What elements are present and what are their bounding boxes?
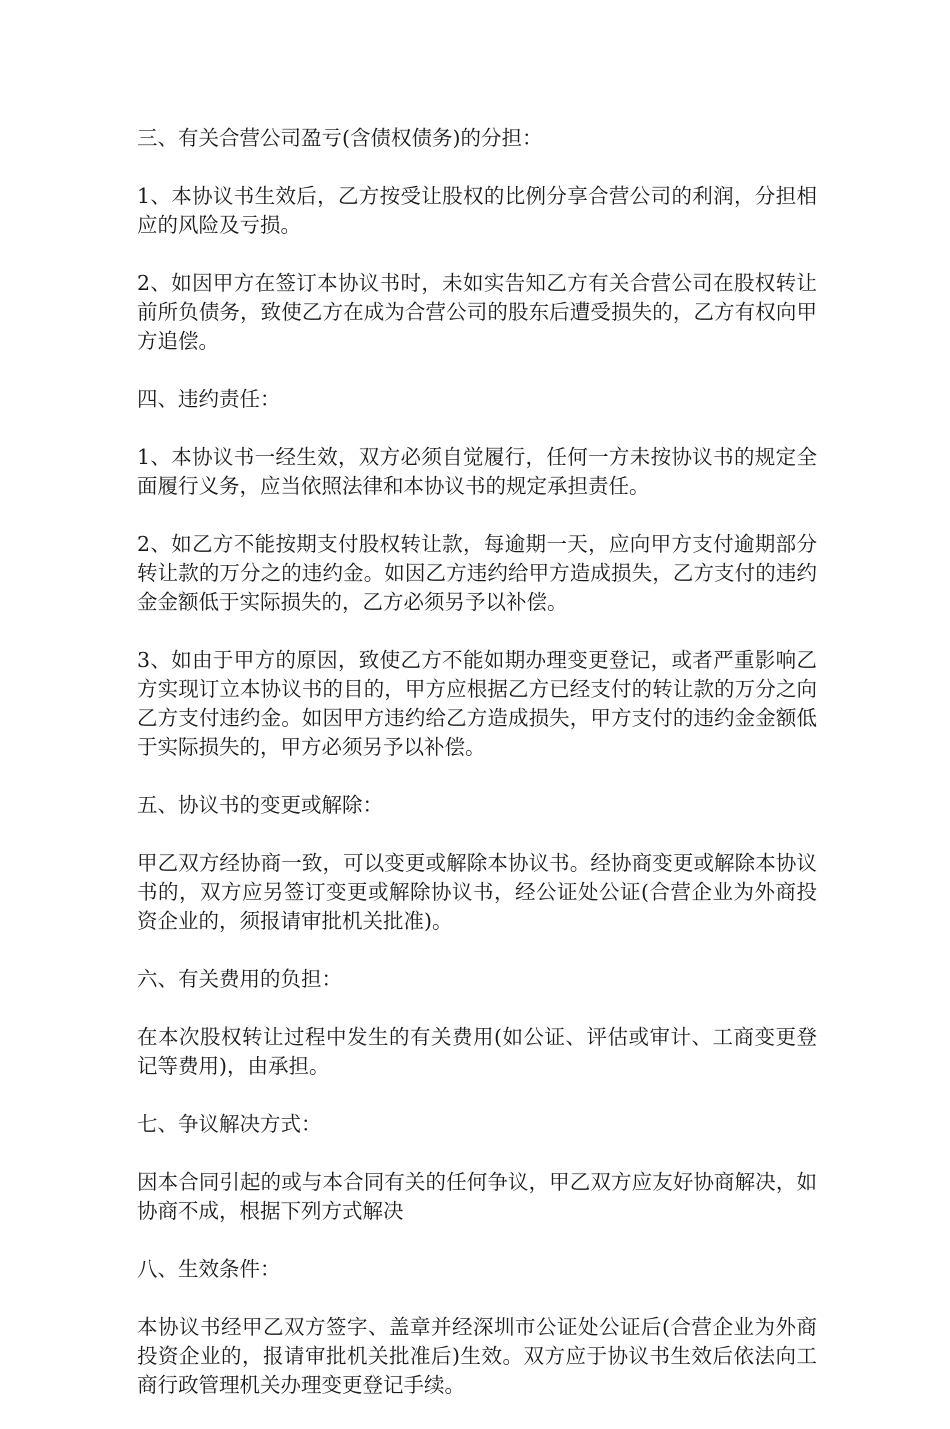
paragraph: 甲乙双方经协商一致，可以变更或解除本协议书。经协商变更或解除本协议书的，双方应另签订变更或解除协议书，经公证处公证(合营企业为外商投资企业的，须报请审批机关批准)。 — [137, 851, 817, 933]
section-heading-profit-loss: 三、有关合营公司盈亏(含债权债务)的分担： — [137, 126, 543, 150]
paragraph: 1、本协议书生效后，乙方按受让股权的比例分享合营公司的利润，分担相应的风险及亏损。 — [137, 184, 817, 237]
section-heading-amendment: 五、协议书的变更或解除： — [137, 793, 383, 817]
paragraph: 在本次股权转让过程中发生的有关费用(如公证、评估或审计、工商变更登记等费用)，由承担。 — [137, 1025, 817, 1078]
section-heading-dispute-resolution: 七、争议解决方式： — [137, 1112, 322, 1136]
section-heading-breach-liability: 四、违约责任： — [137, 387, 281, 411]
paragraph: 2、如乙方不能按期支付股权转让款，每逾期一天，应向甲方支付逾期部分转让款的万分之的违约金。如因乙方违约给甲方造成损失，乙方支付的违约金金额低于实际损失的，乙方必须另予以补偿。 — [137, 532, 817, 614]
paragraph: 因本合同引起的或与本合同有关的任何争议，甲乙双方应友好协商解决，如协商不成，根据下列方式解决 — [137, 1170, 817, 1223]
paragraph: 1、本协议书一经生效，双方必须自觉履行，任何一方未按协议书的规定全面履行义务，应当依照法律和本协议书的规定承担责任。 — [137, 445, 817, 498]
paragraph: 2、如因甲方在签订本协议书时，未如实告知乙方有关合营公司在股权转让前所负债务，致使乙方在成为合营公司的股东后遭受损失的，乙方有权向甲方追偿。 — [137, 271, 817, 353]
section-heading-effective-conditions: 八、生效条件： — [137, 1257, 281, 1281]
paragraph: 3、如由于甲方的原因，致使乙方不能如期办理变更登记，或者严重影响乙方实现订立本协议书的目的，甲方应根据乙方已经支付的转让款的万分之向乙方支付违约金。如因甲方违约给乙方造成损失，甲方支付的违约金金额低于实际损失的，甲方必须另予以补偿。 — [137, 648, 817, 759]
document-page — [137, 124, 817, 1429]
section-heading-expenses: 六、有关费用的负担： — [137, 967, 342, 991]
paragraph: 本协议书经甲乙双方签字、盖章并经深圳市公证处公证后(合营企业为外商投资企业的，报请审批机关批准后)生效。双方应于协议书生效后依法向工商行政管理机关办理变更登记手续。 — [137, 1315, 817, 1397]
